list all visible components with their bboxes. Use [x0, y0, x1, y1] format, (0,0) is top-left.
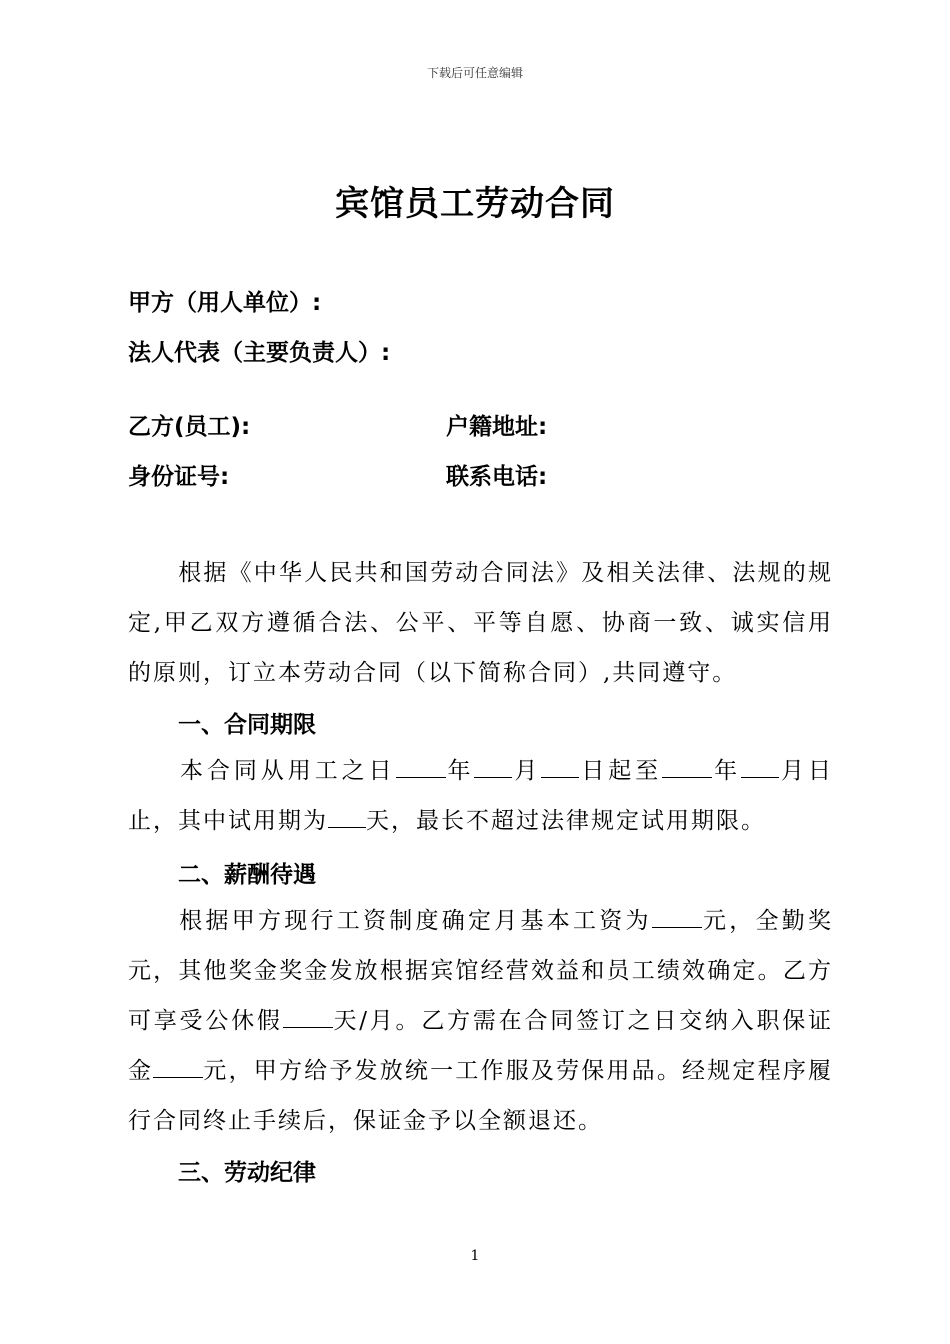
document-title: 宾馆员工劳动合同	[335, 184, 615, 224]
day-from-text: 日起至	[579, 758, 663, 784]
deposit-blank	[153, 1055, 203, 1078]
page-number: 1	[470, 1248, 480, 1264]
page-header: 下载后可任意编辑	[426, 66, 523, 80]
probation-days-blank	[328, 805, 366, 828]
probation-text: 天，最长不超过法律规定试用期限。	[366, 808, 766, 834]
employer-label: 甲方（用人单位）:	[128, 290, 322, 316]
month-unit: 月	[779, 758, 809, 784]
intro-text: 根据《中华人民共和国劳动合同法》及相关法律、法规的规定,甲乙双方遵循合法、公平、平等自愿、协商一致、诚实信用的原则，订立本劳动合同（以下简称合同）,共同遵守。	[128, 560, 833, 686]
legal-rep-label: 法人代表（主要负责人）:	[128, 340, 391, 366]
base-salary-blank	[652, 905, 702, 928]
employee-label: 乙方(员工):	[128, 414, 251, 440]
salary-paragraph	[128, 896, 833, 1146]
term-paragraph	[128, 746, 833, 846]
section-heading-term: 一、合同期限	[178, 712, 316, 738]
year-unit: 年	[445, 758, 475, 784]
salary-text-4: 元，甲方给予发放统一工作服及劳保用品。经规定程序履行合同终止手续后，保证金予以全额退还。	[128, 1058, 834, 1134]
year-unit: 年	[712, 758, 742, 784]
section-heading-salary: 二、薪酬待遇	[178, 862, 316, 888]
section-heading-discipline: 三、劳动纪律	[178, 1160, 316, 1186]
start-month-blank	[474, 755, 512, 778]
term-text-start: 本合同从用工之日	[178, 758, 396, 784]
end-year-blank	[662, 755, 712, 778]
salary-text-2: 元，全勤奖元，其他奖金奖金发放根据宾馆经营效益和员工绩效确定。乙方可享受公休假	[128, 908, 833, 1034]
start-year-blank	[396, 755, 446, 778]
leave-days-blank	[283, 1005, 333, 1028]
end-month-blank	[741, 755, 779, 778]
start-day-blank	[541, 755, 579, 778]
salary-text-1: 根据甲方现行工资制度确定月基本工资为	[178, 908, 652, 934]
address-label: 户籍地址:	[446, 414, 548, 440]
id-number-label: 身份证号:	[128, 464, 230, 490]
salary-text-3: 天/月。乙方需在合同签订之日交纳入职保证金	[128, 1008, 834, 1084]
term-text-end: 日止，其中试用期为	[128, 758, 834, 834]
intro-paragraph	[128, 548, 833, 698]
phone-label: 联系电话:	[446, 464, 548, 490]
month-unit: 月	[512, 758, 542, 784]
